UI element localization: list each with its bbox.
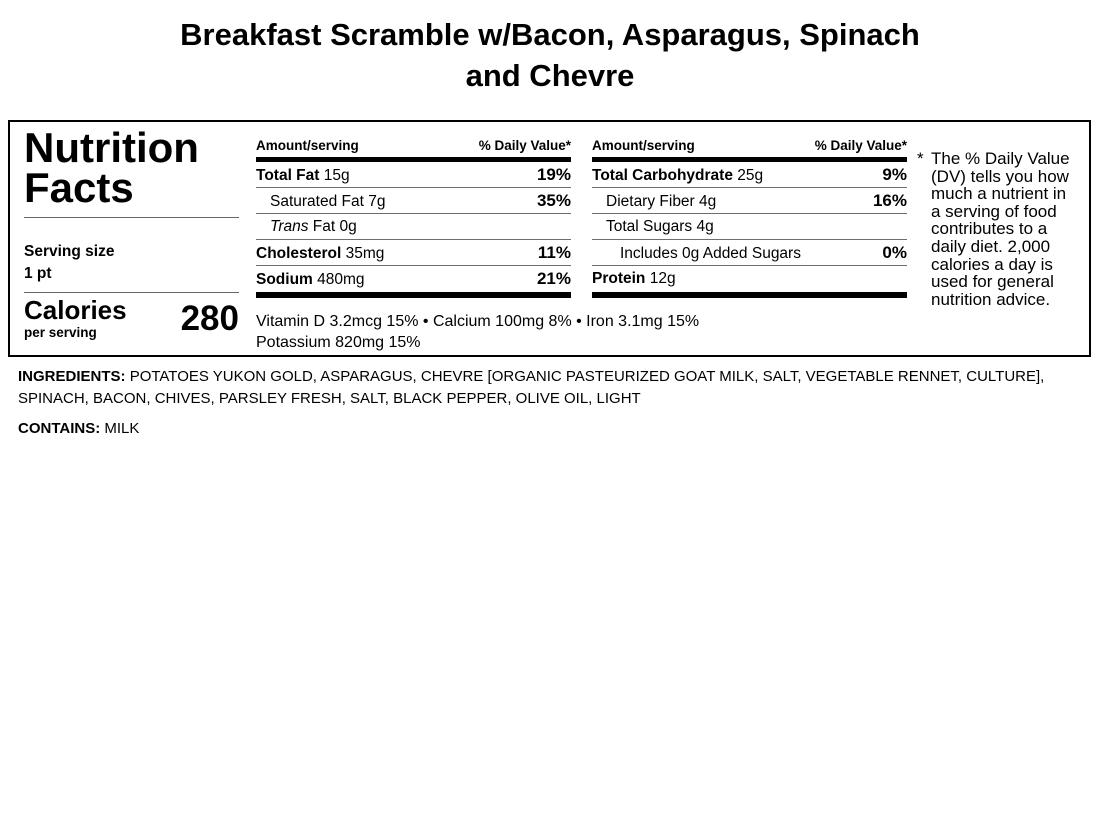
nutrient-amount: 12g <box>649 270 676 287</box>
divider <box>24 217 239 218</box>
nutrient-amount: 25g <box>737 167 764 184</box>
nutrition-facts-left-section <box>10 122 239 355</box>
nutrient-columns <box>256 138 907 298</box>
footnote-asterisk: * <box>917 149 924 168</box>
amount-per-serving-header: Amount/serving <box>592 138 695 153</box>
nutrient-dv: 16% <box>872 191 907 210</box>
nutrient-name: Cholesterol <box>256 245 342 262</box>
nutrient-amount: 4g <box>696 218 714 235</box>
nutrient-dv: 0% <box>882 243 907 262</box>
thick-rule <box>256 292 571 298</box>
nutrient-column-fat-sodium <box>256 138 571 298</box>
nutrient-dv: 35% <box>536 191 571 210</box>
nutrient-name: Protein <box>592 270 646 287</box>
calories-value: 280 <box>180 299 239 338</box>
nutrient-amount: 35mg <box>345 245 385 262</box>
nutrition-facts-panel <box>8 120 1091 357</box>
vitamins-line-2: Potassium 820mg 15% <box>256 334 421 351</box>
nutrient-column-carb-protein <box>592 138 907 298</box>
thick-rule <box>592 292 907 298</box>
column-header <box>592 138 907 154</box>
nutrient-name: Total Sugars <box>606 218 693 235</box>
nutrient-row-saturated-fat <box>256 188 571 214</box>
nutrient-dv: 11% <box>537 243 571 262</box>
nutrient-row-total-fat <box>256 162 571 188</box>
nutrient-columns-section <box>256 122 907 355</box>
nutrient-name: Total Carbohydrate <box>592 167 733 184</box>
daily-value-footnote <box>917 122 1089 355</box>
nutrient-name: Saturated Fat <box>270 193 364 210</box>
daily-value-header: % Daily Value* <box>478 138 571 153</box>
nutrient-amount: 4g <box>699 193 717 210</box>
nutrient-name: Sodium <box>256 271 313 288</box>
vitamins-minerals-line <box>256 311 907 353</box>
nutrient-name: Dietary Fiber <box>606 193 695 210</box>
vitamins-line-1: Vitamin D 3.2mcg 15% • Calcium 100mg 8% • Iron 3.1mg 15% <box>256 313 700 330</box>
serving-size-value: 1 pt <box>24 265 52 282</box>
column-header <box>256 138 571 154</box>
calories-row <box>24 297 239 340</box>
ingredients-label: INGREDIENTS: <box>18 368 126 385</box>
ingredients-text: POTATOES YUKON GOLD, ASPARAGUS, CHEVRE [ORGANIC PASTEURIZED GOAT MILK, SALT, VEGETABLE RENNET, CULTURE], SPINACH, BACON, CHIVES, PARSLEY FRESH, SALT, BLACK PEPPER, OLIVE OIL, LIGHT <box>18 368 1045 407</box>
calories-label: Calories <box>24 295 127 325</box>
nutrient-row-total-sugars <box>592 214 907 240</box>
nutrient-name: Fat <box>312 218 336 235</box>
page-title-line1: Breakfast Scramble w/Bacon, Asparagus, Spinach <box>180 17 920 52</box>
nutrient-row-added-sugars <box>592 240 907 266</box>
nutrient-row-trans-fat <box>256 214 571 240</box>
nutrient-amount: 15g <box>323 167 350 184</box>
nutrient-name: Total Fat <box>256 167 320 184</box>
serving-size-label: Serving size <box>24 243 115 260</box>
nutrient-row-dietary-fiber <box>592 188 907 214</box>
nutrient-row-total-carbohydrate <box>592 162 907 188</box>
nutrient-amount: 480mg <box>317 271 365 288</box>
nutrient-name: Includes 0g Added Sugars <box>620 245 801 262</box>
nutrient-amount: 7g <box>368 193 386 210</box>
divider <box>24 292 239 293</box>
nutrient-row-protein <box>592 266 907 292</box>
nutrient-dv: 9% <box>882 165 907 184</box>
ingredients-statement <box>18 366 1050 409</box>
nutrient-row-sodium <box>256 266 571 292</box>
daily-value-header: % Daily Value* <box>814 138 907 153</box>
footnote-text: The % Daily Value (DV) tells you how much a nutrient in a serving of food contributes to a daily diet. 2,000 calories a day is used for general nutrition advice. <box>931 149 1070 309</box>
nutrient-amount: 0g <box>339 218 357 235</box>
nutrient-dv: 21% <box>536 269 571 288</box>
calories-label-block <box>24 297 127 340</box>
amount-per-serving-header: Amount/serving <box>256 138 359 153</box>
contains-text: MILK <box>104 420 140 437</box>
calories-sublabel: per serving <box>24 325 97 340</box>
nutrient-name-italic: Trans <box>270 218 309 235</box>
nutrient-row-cholesterol <box>256 240 571 266</box>
page-title <box>0 14 1100 96</box>
contains-label: CONTAINS: <box>18 420 101 437</box>
nutrient-dv: 19% <box>536 165 571 184</box>
contains-statement <box>18 420 1100 437</box>
page-title-line2: and Chevre <box>465 58 635 93</box>
nutrition-facts-heading: Nutrition Facts <box>24 124 199 211</box>
